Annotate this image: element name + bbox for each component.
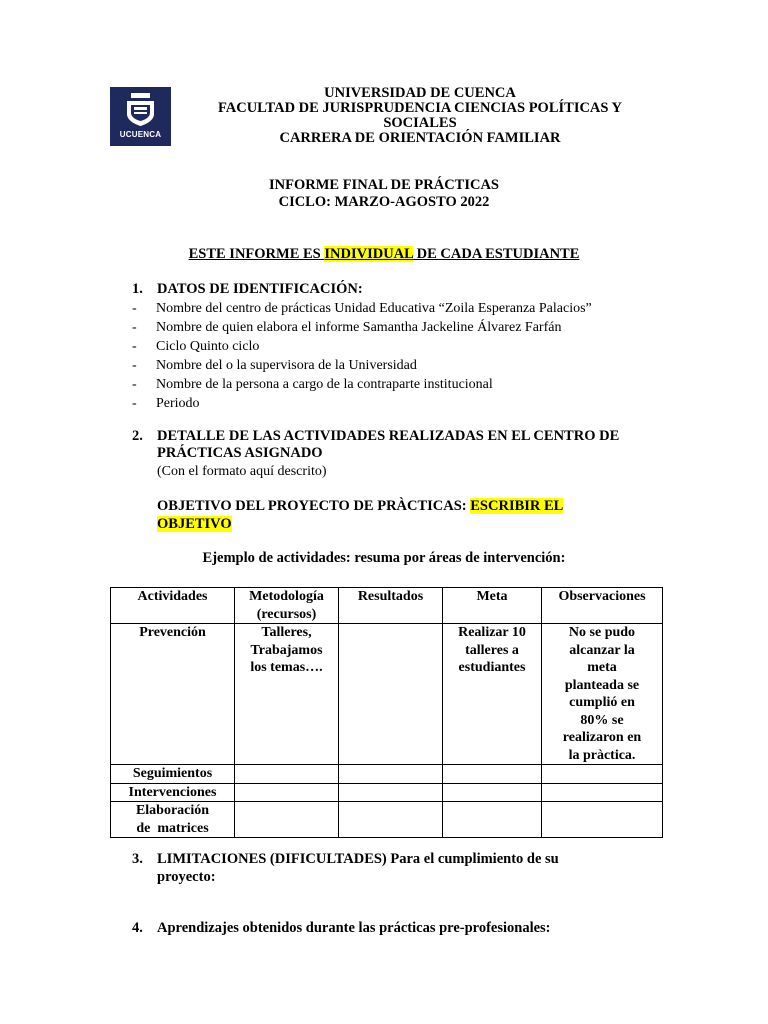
identification-list — [132, 299, 692, 413]
activities-example-caption: Ejemplo de actividades: resuma por áreas de intervención: — [202, 550, 566, 566]
period: Periodo — [156, 396, 200, 411]
section-title: DATOS DE IDENTIFICACIÓN: — [157, 281, 363, 297]
table-row — [111, 783, 663, 802]
cycle: Ciclo Quinto ciclo — [156, 339, 260, 354]
table-row — [111, 624, 663, 765]
objective-label: OBJETIVO DEL PROYECTO DE PRÀCTICAS: — [157, 498, 471, 514]
center-name: Nombre del centro de prácticas Unidad Educativa “Zoila Esperanza Palacios” — [156, 301, 592, 316]
list-item: - Ciclo Quinto ciclo — [132, 339, 260, 354]
objective-placeholder: ESCRIBIR EL — [470, 498, 564, 514]
section-title: Aprendizajes obtenidos durante las prácticas pre-profesionales: — [157, 920, 551, 936]
table-cell: Elaboración de matrices — [111, 802, 235, 838]
list-item: - Periodo — [132, 396, 200, 411]
column-header: Observaciones — [542, 588, 663, 624]
section-title-line2: PRÁCTICAS ASIGNADO — [157, 445, 323, 461]
column-header: Actividades — [111, 588, 235, 624]
header-career: CARRERA DE ORIENTACIÓN FAMILIAR — [279, 130, 561, 146]
table-cell: No se pudo alcanzar la meta planteada se cumplió en 80% se realizaron en la pràctica. — [542, 624, 663, 765]
notice-after: DE CADA ESTUDIANTE — [413, 246, 580, 262]
table-cell: Realizar 10 talleres a estudiantes — [443, 624, 542, 765]
table-row — [111, 802, 663, 838]
table-cell: Intervenciones — [111, 783, 235, 802]
report-cycle: CICLO: MARZO-AGOSTO 2022 — [278, 194, 490, 210]
list-item: - Nombre de la persona a cargo de la contraparte institucional — [132, 377, 493, 392]
notice-highlight: INDIVIDUAL — [324, 246, 414, 262]
list-item: - Nombre del o la supervisora de la Universidad — [132, 358, 417, 373]
section-title-line2: proyecto: — [157, 869, 216, 885]
logo-text: UCUENCA — [119, 130, 162, 139]
notice-before: ESTE INFORME ES — [188, 246, 325, 262]
list-item: - Nombre del centro de prácticas Unidad Educativa “Zoila Esperanza Palacios” — [132, 301, 592, 316]
list-item: - Nombre de quien elabora el informe Samantha Jackeline Álvarez Farfán — [132, 320, 562, 335]
supervisor: Nombre del o la supervisora de la Universidad — [156, 358, 417, 373]
section-number: 1. — [132, 281, 143, 297]
table-cell — [339, 624, 443, 765]
section-number: 2. — [132, 428, 143, 444]
table-row — [111, 765, 663, 784]
table-cell: Seguimientos — [111, 765, 235, 784]
section-title-line1: DETALLE DE LAS ACTIVIDADES REALIZADAS EN EL CENTRO DE — [157, 428, 620, 444]
column-header: Resultados — [339, 588, 443, 624]
section-title-line1: LIMITACIONES (DIFICULTADES) Para el cumplimiento de su — [157, 851, 559, 867]
header-university: UNIVERSIDAD DE CUENCA — [324, 85, 516, 101]
university-logo — [110, 87, 171, 146]
author-name: Nombre de quien elabora el informe Samantha Jackeline Álvarez Farfán — [156, 320, 562, 335]
table-cell: Talleres, Trabajamos los temas…. — [235, 624, 339, 765]
individual-notice — [0, 246, 768, 262]
project-objective — [157, 498, 563, 515]
header-faculty-cont: SOCIALES — [383, 115, 457, 131]
counterpart: Nombre de la persona a cargo de la contraparte institucional — [156, 377, 493, 392]
header-faculty: FACULTAD DE JURISPRUDENCIA CIENCIAS POLÍTICAS Y — [217, 100, 623, 116]
format-note: (Con el formato aquí descrito) — [157, 464, 327, 479]
section-number: 3. — [132, 851, 143, 867]
report-title: INFORME FINAL DE PRÁCTICAS — [268, 177, 499, 193]
table-cell: Prevención — [111, 624, 235, 765]
section-number: 4. — [132, 920, 143, 936]
column-header: Metodología (recursos) — [235, 588, 339, 624]
table-header-row — [111, 588, 663, 624]
objective-placeholder-cont: OBJETIVO — [157, 516, 232, 532]
column-header: Meta — [443, 588, 542, 624]
activities-table — [110, 587, 663, 838]
